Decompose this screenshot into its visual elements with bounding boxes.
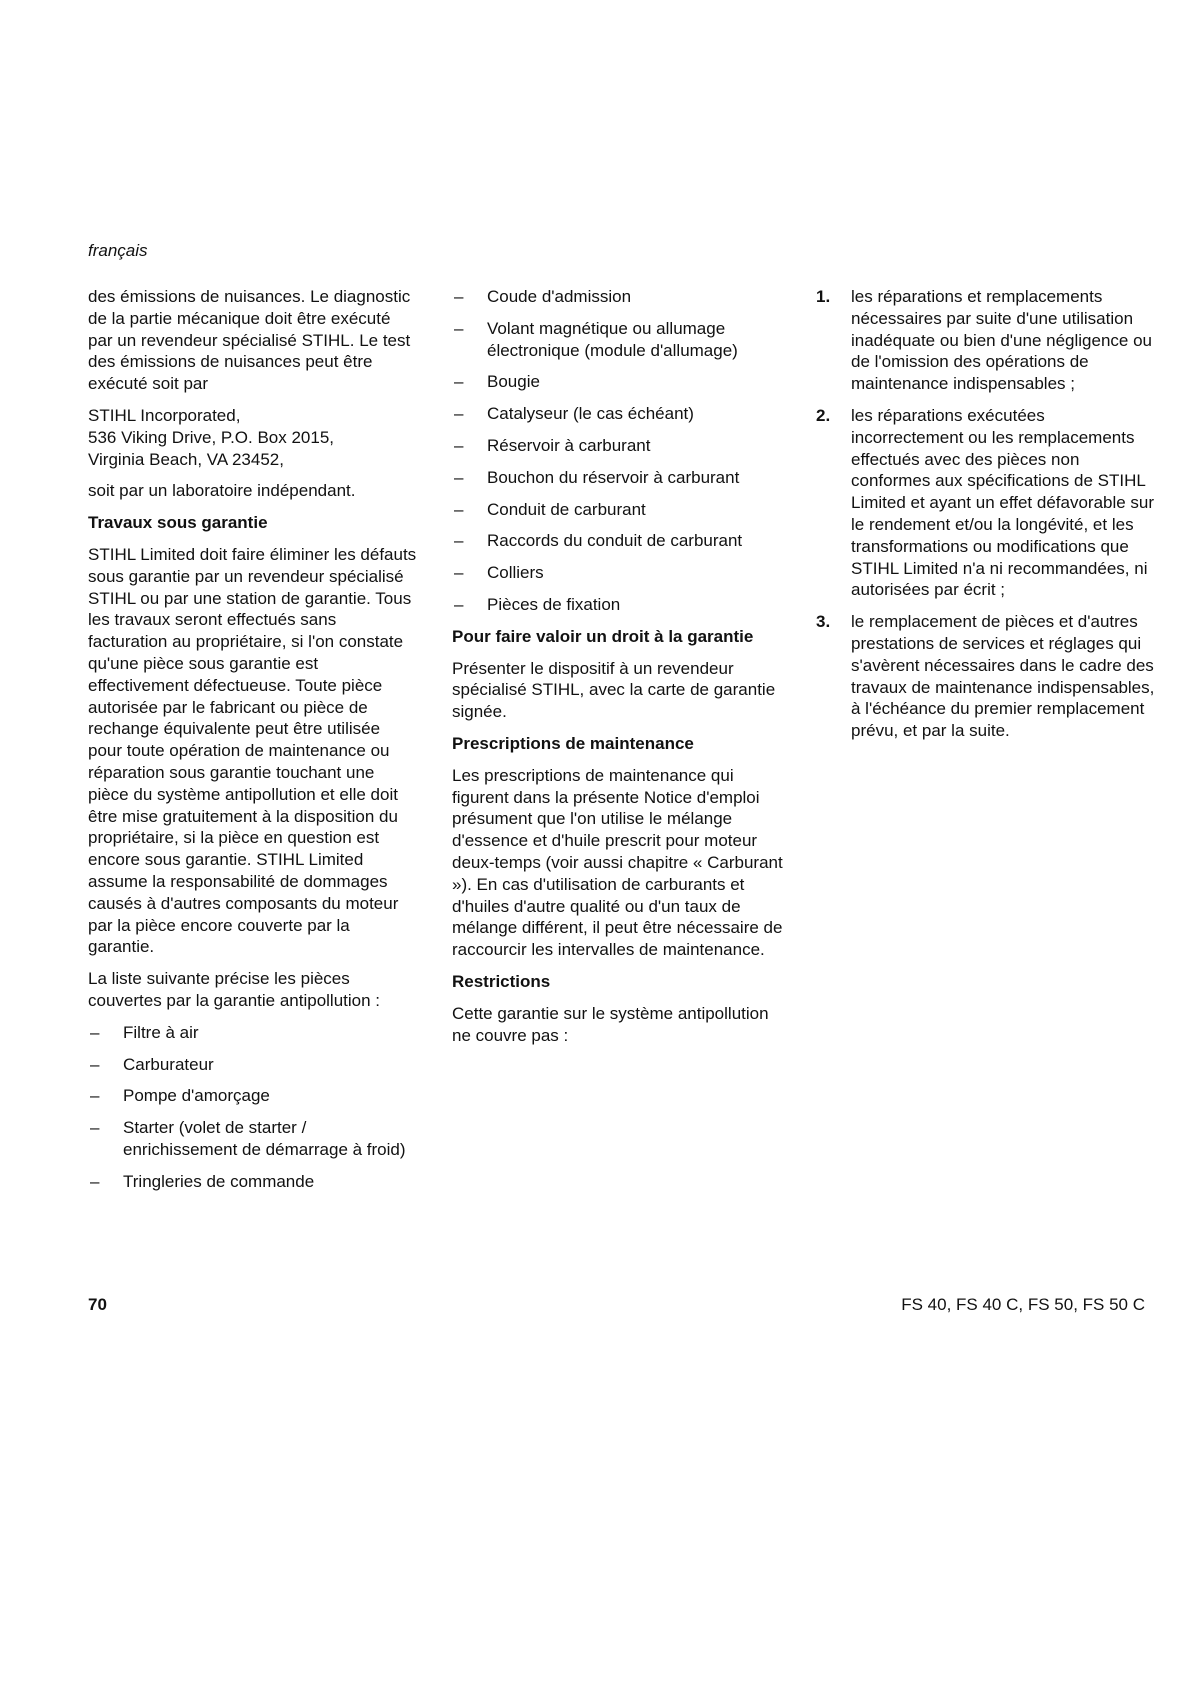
list-item [452, 499, 787, 521]
list-item [452, 403, 787, 425]
list-item-text: Bougie [487, 372, 540, 392]
paragraph-restrictions: Cette garantie sur le système antipollution ne couvre pas : [452, 1003, 769, 1045]
column-left [88, 286, 418, 1202]
list-item [452, 286, 787, 308]
list-item-text: Volant magnétique ou allumage électronique (module d'allumage) [487, 318, 738, 360]
column-right [816, 286, 1156, 752]
list-item [88, 1085, 418, 1107]
list-item [88, 1054, 418, 1076]
list-item [452, 467, 787, 489]
dash-marker: – [454, 372, 464, 392]
dash-marker: – [454, 531, 464, 551]
dash-marker: – [454, 318, 464, 338]
heading-warranty-work: Travaux sous garantie [88, 513, 268, 533]
model-designation: FS 40, FS 40 C, FS 50, FS 50 C [901, 1295, 1145, 1314]
list-item-text: les réparations et remplacements nécessaires par suite d'une utilisation inadéquate ou bien d'une négligence ou de l'omission des opérations de maintenance indispensables ; [851, 287, 1153, 394]
heading-restrictions: Restrictions [452, 971, 551, 991]
list-item [88, 1117, 418, 1161]
list-item [452, 318, 787, 362]
paragraph-maintenance: Les prescriptions de maintenance qui figurent dans la présente Notice d'emploi présument que l'on utilise le mélange d'essence et d'huile prescrit pour moteur deux-temps (voir aussi chapitre « Carburant »). En cas d'utilisation de carburants et d'huiles d'autre qualité ou d'un taux de mélange différent, il peut être nécessaire de raccourcir les intervalles de maintenance. [452, 765, 783, 960]
list-item-text: Filtre à air [123, 1022, 199, 1042]
heading-maintenance: Prescriptions de maintenance [452, 733, 694, 753]
address-block [88, 405, 418, 470]
exclusions-list [816, 286, 1156, 742]
list-item-text: Tringleries de commande [123, 1171, 315, 1191]
list-item [452, 435, 787, 457]
address-line: Virginia Beach, VA 23452, [88, 449, 284, 469]
list-item-text: Pièces de fixation [487, 594, 621, 614]
paragraph-parts-list-intro: La liste suivante précise les pièces couvertes par la garantie antipollution : [88, 969, 381, 1010]
page-number: 70 [88, 1295, 107, 1314]
list-item [452, 594, 787, 616]
list-item-text: Catalyseur (le cas échéant) [487, 404, 694, 424]
list-item-text: les réparations exécutées incorrectement ou les remplacements effectués avec des pièces non conformes aux spécifications de STIHL Limited et ayant un effet défavorable sur le rendement et/ou la longévité, et les transformations ou modifications que STIHL Limited n'a ni recommandées, ni autorisées par écrit ; [851, 405, 1155, 600]
dash-marker: – [454, 563, 464, 583]
dash-marker: – [90, 1118, 100, 1138]
dash-marker: – [454, 287, 464, 306]
list-item [452, 371, 787, 393]
list-item-text: le remplacement de pièces et d'autres prestations de services et réglages qui s'avèrent nécessaires dans le cadre des travaux de maintenance indispensables, à l'échéance du premier remplacement prévu, et par la suite. [851, 612, 1155, 741]
covered-parts-list-continued [452, 286, 787, 616]
list-item-text: Starter (volet de starter / enrichissement de démarrage à froid) [123, 1118, 406, 1159]
language-label: français [88, 241, 148, 260]
paragraph-warranty-claim: Présenter le dispositif à un revendeur spécialisé STIHL, avec la carte de garantie signée. [452, 658, 776, 722]
covered-parts-list [88, 1022, 418, 1193]
dash-marker: – [90, 1171, 100, 1191]
list-item-text: Pompe d'amorçage [123, 1086, 270, 1106]
list-item-text: Conduit de carburant [487, 499, 646, 519]
dash-marker: – [454, 594, 464, 614]
item-number: 2. [816, 405, 831, 425]
dash-marker: – [454, 404, 464, 424]
column-middle [452, 286, 787, 1056]
paragraph-laboratory: soit par un laboratoire indépendant. [88, 481, 356, 501]
item-number: 1. [816, 287, 831, 306]
list-item [816, 286, 1156, 395]
item-number: 3. [816, 612, 831, 632]
dash-marker: – [90, 1022, 100, 1042]
list-item-text: Colliers [487, 563, 544, 583]
list-item-text: Bouchon du réservoir à carburant [487, 467, 740, 487]
list-item [452, 562, 787, 584]
address-line: 536 Viking Drive, P.O. Box 2015, [88, 427, 335, 447]
paragraph-emissions-test: des émissions de nuisances. Le diagnostic de la partie mécanique doit être exécuté par un revendeur spécialisé STIHL. Le test des émissions de nuisances peut être exécuté soit par [88, 287, 411, 394]
list-item [452, 530, 787, 552]
list-item-text: Réservoir à carburant [487, 435, 651, 455]
dash-marker: – [454, 499, 464, 519]
dash-marker: – [90, 1054, 100, 1074]
list-item-text: Coude d'admission [487, 287, 632, 306]
list-item-text: Carburateur [123, 1054, 214, 1074]
list-item [816, 611, 1156, 742]
address-line: STIHL Incorporated, [88, 405, 241, 425]
list-item [816, 405, 1156, 601]
dash-marker: – [454, 435, 464, 455]
paragraph-warranty-work: STIHL Limited doit faire éliminer les défauts sous garantie par un revendeur spécialisé STIHL ou par une station de garantie. Tous les travaux seront effectués sans facturation au propriétaire, si l'on constate qu'une pièce sous garantie est effectivement défectueuse. Toute pièce autorisée par le fabricant ou pièce de rechange équivalente peut être utilisée pour toute opération de maintenance ou réparation sous garantie touchant une pièce du système antipollution et elle doit être mise gratuitement à la disposition du propriétaire, si la pièce en question est encore sous garantie. STIHL Limited assume la responsabilité de dommages causés à d'autres composants du moteur par la pièce encore couverte par la garantie. [88, 544, 417, 957]
dash-marker: – [454, 467, 464, 487]
list-item [88, 1171, 418, 1193]
dash-marker: – [90, 1086, 100, 1106]
list-item-text: Raccords du conduit de carburant [487, 531, 743, 551]
list-item [88, 1022, 418, 1044]
heading-warranty-claim: Pour faire valoir un droit à la garantie [452, 626, 754, 646]
